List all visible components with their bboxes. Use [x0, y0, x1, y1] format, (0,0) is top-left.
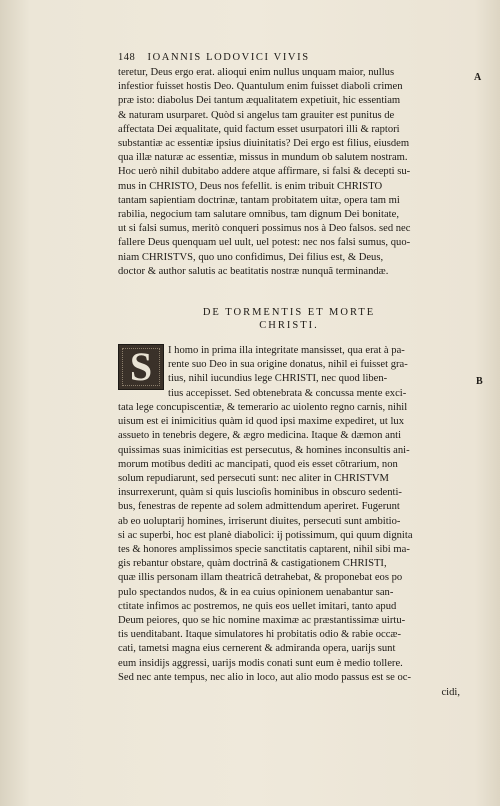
text-line: quæ illis personam illam theatricã detrahebat, & proponebat eos po — [118, 572, 403, 584]
page-number: 148 — [118, 52, 136, 63]
text-line: ut si falsi sumus, meritò conqueri possimus nos à Deo falsos. sed nec — [118, 223, 411, 235]
text-line: mus in CHRISTO, Deus nos fefellit. is enim tribuit CHRISTO — [118, 180, 383, 192]
drop-cap-initial — [118, 344, 164, 390]
text-line: insurrexerunt, quàm si quis luscioſis hominibus in obscuro sedenti- — [118, 487, 402, 499]
catchword: cidi, — [441, 687, 460, 698]
paragraph-1 — [118, 66, 460, 279]
text-line: qua illæ naturæ ac essentiæ, missus in mundum ob salutem nostram. — [118, 152, 408, 164]
text-line: Deum peiores, quo se hic nomine maximæ ac præstantissimæ uirtu- — [118, 615, 406, 627]
margin-letter-a: A — [474, 72, 482, 83]
text-line: niam CHRISTVS, quo uno confidimus, Dei filius est, & Deus, — [118, 251, 384, 263]
text-line: tata lege concupiscentiæ, & temerario ac uiolento regno carnis, nihil — [118, 402, 408, 413]
text-line: ab eo uoluptarij homines, irriserunt diuites, persecuti sunt ambitio- — [118, 515, 401, 527]
text-line: teretur, Deus ergo erat. alioqui enim nullus unquam maior, nullus — [118, 67, 395, 78]
text-line: fallere Deus quenquam uel uult, uel potest: nec nos falsi sumus, quo- — [118, 237, 411, 249]
catchword-block — [118, 686, 460, 700]
section-heading-line-1: DE TORMENTIS ET MORTE — [202, 307, 376, 318]
running-title: IOANNIS LODOVICI VIVIS — [147, 52, 310, 63]
text-line: infestior fuisset hostis Deo. Quantulum enim fuisset diaboli crimen — [118, 81, 403, 93]
text-line: Hoc uerò nihil dubitabo addere atque affirmare, si falsi & decepti su- — [118, 166, 411, 178]
text-line: rabilia, negocium tam salutare omnibus, tam dignum Dei bonitate, — [118, 209, 399, 221]
text-line: tes & honores amplissimos specie sanctitatis captarent, nihil sibi ma- — [118, 544, 410, 556]
text-line: præ isto: diabolus Dei tantum æqualitatem expetiuit, hic essentiam — [118, 95, 401, 107]
text-line: substantiæ ac essentiæ ipsius diuinitatis? Dei ergo est filius, eiusdem — [118, 138, 410, 150]
text-line: tius, nihil iucundius lege CHRISTI, nec quod liben- — [168, 373, 388, 385]
text-line: pulo spectandos nudos, & in ea cuius opinionem uenabantur san- — [118, 586, 394, 598]
text-line: si ac superbi, hoc est planè diabolici: ij potissimum, qui quum dignita — [118, 529, 413, 541]
text-line: I homo in prima illa integritate mansisset, qua erat à pa- — [168, 345, 405, 356]
running-head — [118, 52, 458, 63]
text-line: uisum est ei inimicitius quàm id quod ipsi maxime expediret, ut lux — [118, 416, 404, 428]
text-line: bus, fenestras de repente ad solem admittendum aperiret. Fugerunt — [118, 501, 400, 513]
text-line: doctor & author salutis ac beatitatis nostræ nunquã terminandæ. — [118, 265, 389, 277]
text-line: affectata Dei æqualitate, quid factum esset usurpatori illi & raptori — [118, 123, 400, 135]
text-line: assueto in tenebris degere, & ægro medicina. Itaque & dæmon anti — [118, 430, 402, 442]
drop-cap-letter: S — [129, 344, 153, 389]
text-line: gis rebantur obstare, quàm doctrinã & castigationem CHRISTI, — [118, 558, 387, 570]
section-heading — [118, 306, 460, 332]
section-heading-line-2: CHRISTI. — [259, 320, 319, 331]
text-line: tantam sapientiam doctrinæ, tantam probitatem uitæ, opera tam mi — [118, 194, 400, 206]
text-line: morum motibus dediti ac mancipati, quod eis esset cõtrarium, non — [118, 458, 398, 470]
text-line: eum insidijs aggressi, uarijs modis conati sunt eum è medio tollere. — [118, 657, 403, 669]
text-line: ctitate infimos ac postremos, ne quis eos uellet imitari, tanto apud — [118, 600, 397, 612]
text-line: solum repudiarunt, sed persecuti sunt: nec aliter in CHRISTVM — [118, 473, 389, 485]
text-line: & naturam usurparet. Quòd si angelus tam grauiter est punitus de — [118, 109, 395, 121]
paragraph-2 — [118, 401, 460, 685]
margin-letter-b: B — [476, 376, 483, 387]
text-line: rente suo Deo in sua origine donatus, nihil ei fuisset gra- — [168, 359, 408, 371]
text-line: Sed nec ante tempus, nec alio in loco, aut alio modo passus est se oc- — [118, 671, 412, 683]
text-line: tius accepisset. Sed obtenebrata & concussa mente exci- — [168, 387, 407, 399]
text-line: tis uenditabant. Itaque simulatores hi probitatis odio & rabie occæ- — [118, 629, 402, 641]
text-line: quissimas suas inimicitias est persecutus, & homines inconsultis ani- — [118, 444, 410, 456]
text-line: cati, tametsi magna eius cernerent & admiranda opera, uarijs sunt — [118, 643, 396, 655]
paragraph-2-indented — [168, 344, 462, 401]
